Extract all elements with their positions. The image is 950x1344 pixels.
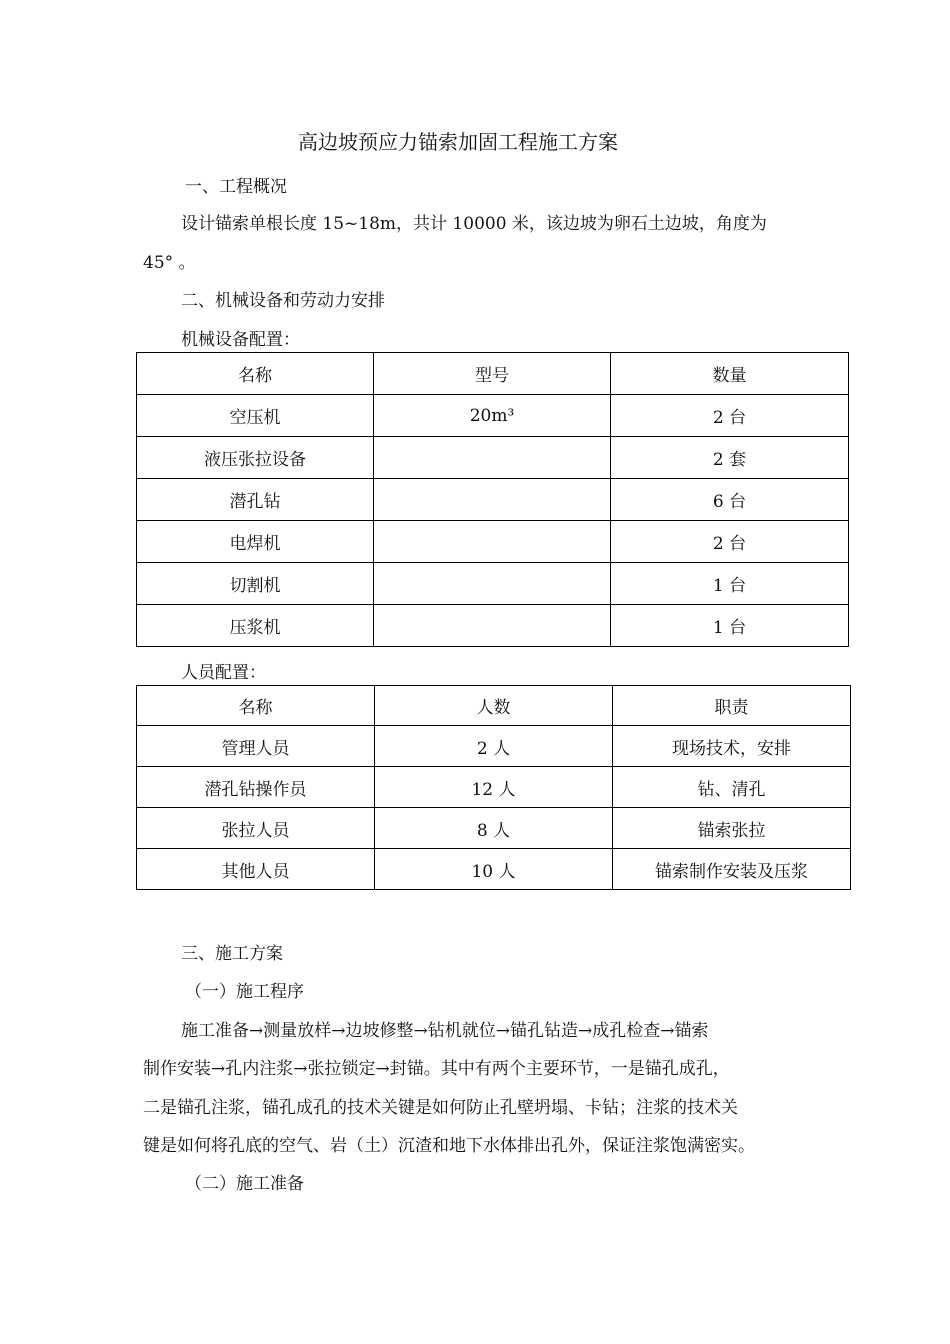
- table-header-cell: 名称: [137, 686, 375, 726]
- table-header-cell: 型号: [374, 353, 611, 395]
- table-header-cell: 数量: [611, 353, 849, 395]
- section1-heading: 一、工程概况: [185, 177, 287, 197]
- section3-paragraph-line: 键是如何将孔底的空气、岩（土）沉渣和地下水体排出孔外，保证注浆饱满密实。: [143, 1136, 755, 1156]
- document-title: 高边坡预应力锚索加固工程施工方案: [298, 130, 618, 154]
- table-header-row: [137, 353, 849, 395]
- section3-paragraph-line: 施工准备→测量放样→边坡修整→钻机就位→锚孔钻造→成孔检查→锚索: [181, 1021, 709, 1041]
- table-row: [137, 521, 849, 563]
- table-cell: [374, 521, 611, 563]
- table-header-cell: 人数: [375, 686, 613, 726]
- table-row: [137, 849, 851, 890]
- section3-sub2: （二）施工准备: [185, 1174, 304, 1194]
- table-cell: 2 套: [611, 437, 849, 479]
- table-cell: 其他人员: [137, 849, 375, 890]
- table-cell: 现场技术，安排: [613, 726, 851, 767]
- table-cell: 液压张拉设备: [137, 437, 374, 479]
- table-header-cell: 名称: [137, 353, 374, 395]
- section1-paragraph-line1: 设计锚索单根长度 15~18m，共计 10000 米，该边坡为卵石土边坡，角度为: [181, 214, 767, 234]
- table-header-row: [137, 686, 851, 726]
- table-cell: 2 人: [375, 726, 613, 767]
- section2-heading: 二、机械设备和劳动力安排: [181, 291, 385, 311]
- table-cell: 电焊机: [137, 521, 374, 563]
- section1-paragraph-line2: 45° 。: [143, 253, 196, 273]
- staff-table: [136, 685, 851, 890]
- table-cell: 钻、清孔: [613, 767, 851, 808]
- table-row: [137, 479, 849, 521]
- table-cell: 1 台: [611, 563, 849, 605]
- table-cell: [374, 479, 611, 521]
- table-cell: 8 人: [375, 808, 613, 849]
- table-header-cell: 职责: [613, 686, 851, 726]
- table-cell: 锚索制作安装及压浆: [613, 849, 851, 890]
- table-cell: 张拉人员: [137, 808, 375, 849]
- table-cell: [374, 563, 611, 605]
- table-cell: 管理人员: [137, 726, 375, 767]
- equipment-table: [136, 352, 849, 647]
- table-cell: 12 人: [375, 767, 613, 808]
- table-cell: 潜孔钻: [137, 479, 374, 521]
- table-cell: 6 台: [611, 479, 849, 521]
- table-row: [137, 395, 849, 437]
- table-cell: 锚索张拉: [613, 808, 851, 849]
- table-cell: 切割机: [137, 563, 374, 605]
- table-row: [137, 726, 851, 767]
- staff-caption: 人员配置：: [181, 663, 266, 683]
- table-row: [137, 437, 849, 479]
- section3-paragraph-line: 制作安装→孔内注浆→张拉锁定→封锚。其中有两个主要环节，一是锚孔成孔，: [143, 1059, 730, 1079]
- section3-heading: 三、施工方案: [181, 944, 283, 964]
- table-cell: 1 台: [611, 605, 849, 647]
- table-cell: 2 台: [611, 521, 849, 563]
- section3-sub1: （一）施工程序: [185, 982, 304, 1002]
- table-cell: 2 台: [611, 395, 849, 437]
- table-cell: 20m³: [374, 395, 611, 437]
- equipment-caption: 机械设备配置：: [181, 330, 300, 350]
- table-row: [137, 808, 851, 849]
- table-row: [137, 605, 849, 647]
- section3-paragraph-line: 二是锚孔注浆，锚孔成孔的技术关键是如何防止孔壁坍塌、卡钻；注浆的技术关: [143, 1098, 738, 1118]
- table-cell: [374, 605, 611, 647]
- table-cell: 10 人: [375, 849, 613, 890]
- table-cell: 压浆机: [137, 605, 374, 647]
- table-cell: [374, 437, 611, 479]
- table-row: [137, 767, 851, 808]
- table-cell: 潜孔钻操作员: [137, 767, 375, 808]
- table-row: [137, 563, 849, 605]
- table-cell: 空压机: [137, 395, 374, 437]
